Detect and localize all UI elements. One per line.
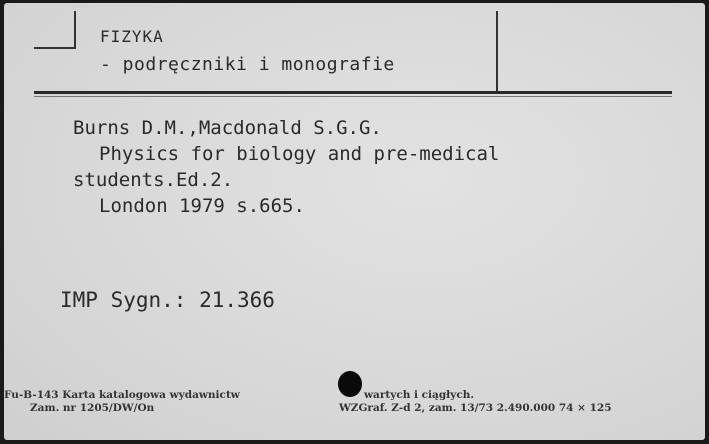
footer-print-line-2-left: Zam. nr 1205/DW/On	[30, 402, 155, 414]
corner-mark-vertical	[74, 11, 76, 49]
entry-title-line-1: Physics for biology and pre-medical	[99, 143, 500, 165]
corner-mark-horizontal	[34, 47, 76, 49]
entry-imprint: London 1979 s.665.	[99, 195, 305, 217]
header-separator	[496, 11, 498, 93]
header-rule	[34, 91, 672, 94]
header-rule-thin	[34, 96, 672, 97]
footer-print-line-1-left: Fu-B-143 Karta katalogowa wydawnictw	[4, 389, 240, 401]
entry-title-line-2: students.Ed.2.	[73, 169, 234, 191]
call-number: IMP Sygn.: 21.366	[60, 288, 275, 312]
footer-print-line-1-right: wartych i ciągłych.	[364, 389, 475, 401]
punch-hole	[338, 371, 362, 397]
entry-authors: Burns D.M.,Macdonald S.G.G.	[73, 117, 382, 139]
catalog-card	[4, 3, 705, 440]
subcategory-heading: - podręczniki i monografie	[100, 54, 395, 75]
footer-print-line-2-right: WZGraf. Z-d 2, zam. 13/73 2.490.000 74 × 125	[339, 402, 612, 414]
category-heading: FIZYKA	[100, 27, 164, 46]
